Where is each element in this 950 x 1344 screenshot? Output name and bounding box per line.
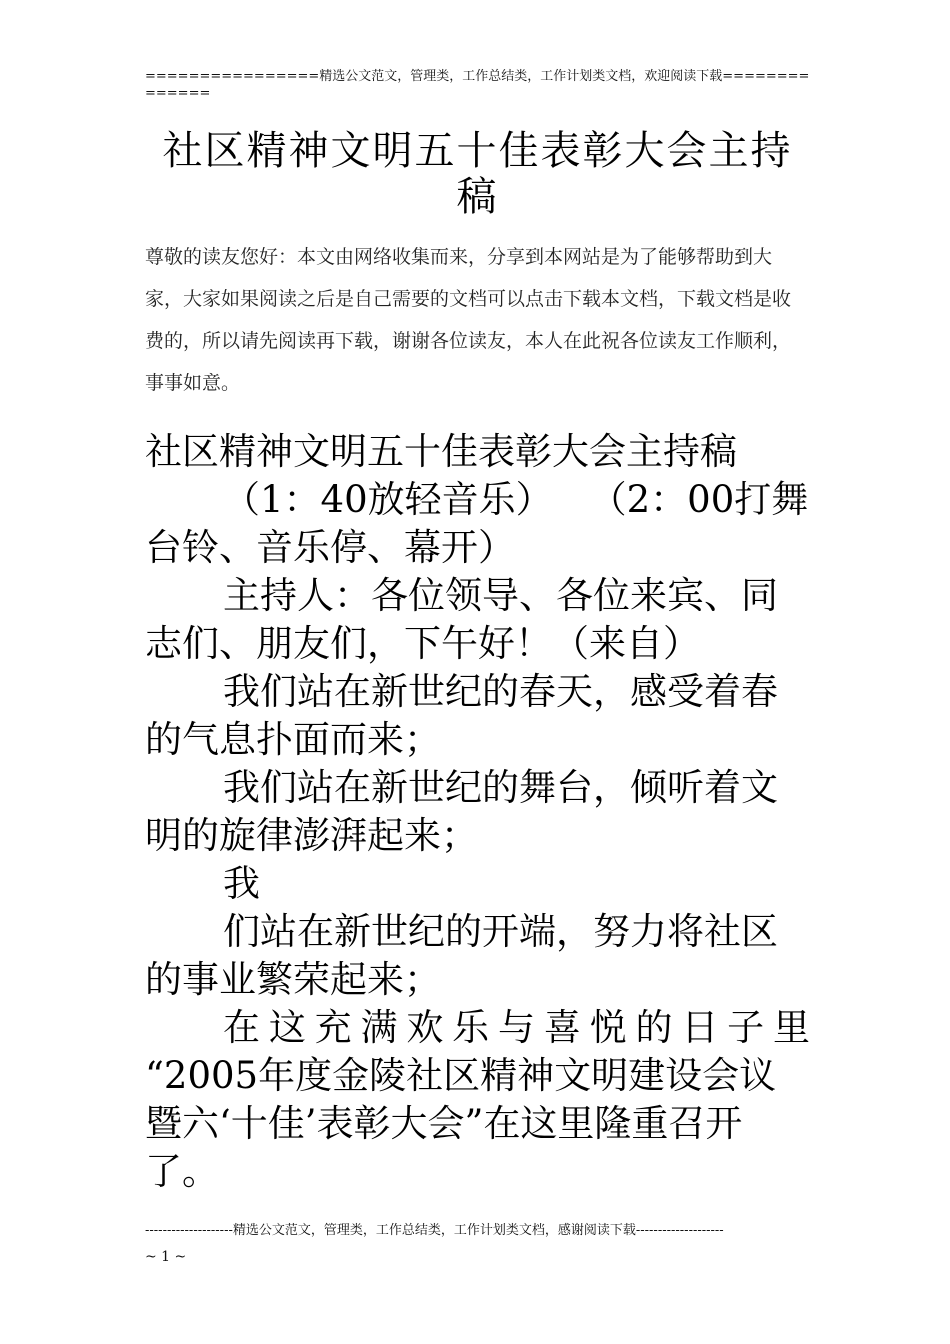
body-heading: 社区精神文明五十佳表彰大会主持稿 (145, 430, 737, 473)
body-paragraph: 在这充满欢乐与喜悦的日子里 (223, 1006, 810, 1049)
document-title: 社区精神文明五十佳表彰大会主持稿 (162, 128, 793, 220)
page-number: ~ 1 ~ (145, 1249, 187, 1265)
page-header: ================精选公文范文，管理类，工作总结类，工作计划类文档，欢迎阅读下载============== (145, 69, 810, 101)
host-greeting: 主持人：各位领导、各位来宾、同志们、朋友们，下午好！（来自） (145, 574, 778, 665)
body-paragraph: 我们站在新世纪的春天，感受着春的气息扑面而来； (145, 670, 778, 761)
body-paragraph: 我们站在新世纪的舞台，倾听着文明的旋律澎湃起来； (145, 766, 778, 857)
body-paragraph: 们站在新世纪的开端，努力将社区的事业繁荣起来； (145, 910, 778, 1001)
body-paragraph: “2005年度金陵社区精神文明建设会议暨六‘十佳’表彰大会”在这里隆重召开了。 (145, 1054, 777, 1193)
body-paragraph: 我 (223, 862, 260, 905)
document-body (145, 428, 810, 1196)
stage-directions: （1：40放轻音乐） （2：00打舞台铃、音乐停、幕开） (145, 478, 809, 569)
reader-notice: 尊敬的读友您好：本文由网络收集而来，分享到本网站是为了能够帮助到大家，大家如果阅读之后是自己需要的文档可以点击下载本文档，下载文档是收费的，所以请先阅读再下载，谢谢各位读友，本人在此祝各位读友工作顺利，事事如意。 (145, 246, 792, 394)
page-footer: --------------------精选公文范文，管理类，工作总结类，工作计划类文档，感谢阅读下载-------------------- (145, 1223, 724, 1238)
